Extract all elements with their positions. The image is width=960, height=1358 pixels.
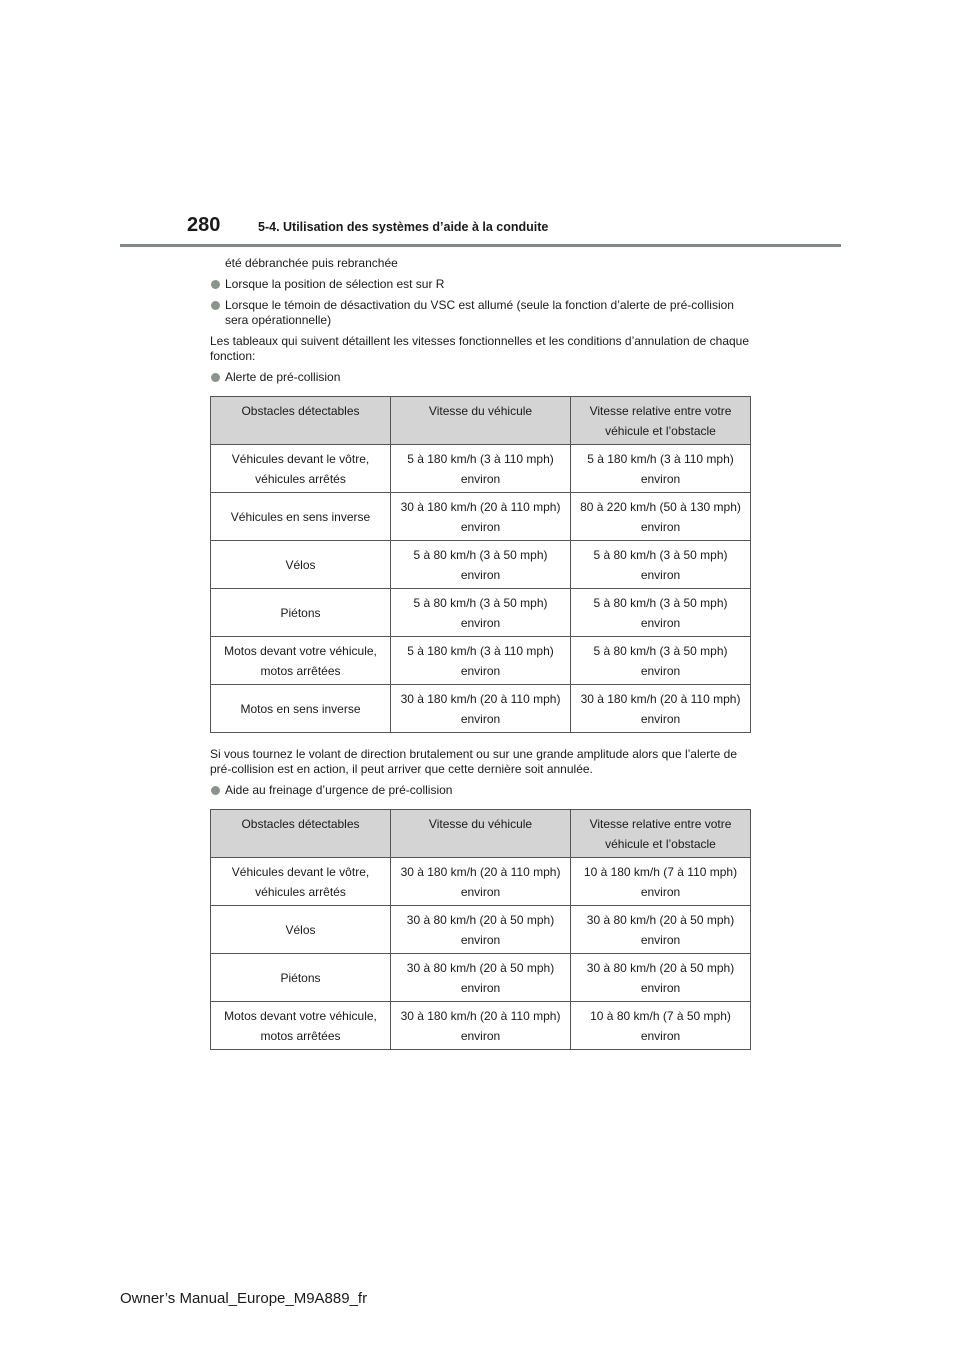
column-header: Obstacles détectables xyxy=(211,397,391,445)
table-cell: Motos en sens inverse xyxy=(211,685,391,733)
table-cell: Motos devant votre véhicule, motos arrêtées xyxy=(211,1002,391,1050)
table1-heading: Alerte de pré-collision xyxy=(225,370,341,384)
pre-collision-warning-table xyxy=(210,396,751,733)
table-row xyxy=(211,685,751,733)
table-cell: 30 à 180 km/h (20 à 110 mph) environ xyxy=(391,685,571,733)
table-cell: 30 à 180 km/h (20 à 110 mph) environ xyxy=(391,1002,571,1050)
table-cell: 30 à 80 km/h (20 à 50 mph) environ xyxy=(391,954,571,1002)
column-header: Vitesse relative entre votre véhicule et l’obstacle xyxy=(571,810,751,858)
bullet-text: Lorsque la position de sélection est sur R xyxy=(225,277,445,291)
bullet-item xyxy=(210,277,755,292)
table1-note: Si vous tournez le volant de direction brutalement ou sur une grande amplitude alors que l’alerte de pré-collision est en action, il peut arriver que cette dernière soit annulée. xyxy=(210,747,737,776)
table-row xyxy=(211,493,751,541)
column-header: Vitesse du véhicule xyxy=(391,397,571,445)
table-cell: 5 à 80 km/h (3 à 50 mph) environ xyxy=(571,541,751,589)
table-cell: 5 à 80 km/h (3 à 50 mph) environ xyxy=(571,637,751,685)
table-cell: 30 à 180 km/h (20 à 110 mph) environ xyxy=(391,858,571,906)
table-row xyxy=(211,445,751,493)
emergency-braking-table xyxy=(210,809,751,1050)
table-row xyxy=(211,954,751,1002)
table-cell: 30 à 80 km/h (20 à 50 mph) environ xyxy=(391,906,571,954)
table-cell: 30 à 80 km/h (20 à 50 mph) environ xyxy=(571,906,751,954)
table-cell: 5 à 180 km/h (3 à 110 mph) environ xyxy=(391,637,571,685)
header-divider xyxy=(120,244,841,247)
table-row xyxy=(211,637,751,685)
table-cell: 30 à 180 km/h (20 à 110 mph) environ xyxy=(391,493,571,541)
table-row xyxy=(211,906,751,954)
table-cell: Piétons xyxy=(211,954,391,1002)
bullet-dot-icon xyxy=(211,301,220,310)
column-header: Vitesse du véhicule xyxy=(391,810,571,858)
column-header: Obstacles détectables xyxy=(211,810,391,858)
intro-continuation: été débranchée puis rebranchée xyxy=(225,256,398,270)
tables-intro: Les tableaux qui suivent détaillent les vitesses fonctionnelles et les conditions d’annulation de chaque fonction: xyxy=(210,334,750,363)
table-cell: Vélos xyxy=(211,541,391,589)
table-cell: 30 à 80 km/h (20 à 50 mph) environ xyxy=(571,954,751,1002)
bullet-item xyxy=(210,783,755,798)
bullet-item xyxy=(210,370,755,385)
table-cell: 10 à 180 km/h (7 à 110 mph) environ xyxy=(571,858,751,906)
column-header: Vitesse relative entre votre véhicule et l’obstacle xyxy=(571,397,751,445)
table-cell: 30 à 180 km/h (20 à 110 mph) environ xyxy=(571,685,751,733)
bullet-dot-icon xyxy=(211,786,220,795)
table-row xyxy=(211,1002,751,1050)
table-row xyxy=(211,589,751,637)
table-header-row xyxy=(211,397,751,445)
table-cell: 5 à 80 km/h (3 à 50 mph) environ xyxy=(391,589,571,637)
section-title: 5-4. Utilisation des systèmes d’aide à la conduite xyxy=(258,220,549,234)
table2-heading: Aide au freinage d’urgence de pré-collision xyxy=(225,783,453,797)
bullet-dot-icon xyxy=(211,280,220,289)
table-cell: Véhicules en sens inverse xyxy=(211,493,391,541)
table-cell: Véhicules devant le vôtre, véhicules arrêtés xyxy=(211,858,391,906)
table-cell: 5 à 180 km/h (3 à 110 mph) environ xyxy=(391,445,571,493)
page-number: 280 xyxy=(187,214,221,236)
table-cell: 80 à 220 km/h (50 à 130 mph) environ xyxy=(571,493,751,541)
bullet-item xyxy=(210,298,755,328)
table-cell: 5 à 80 km/h (3 à 50 mph) environ xyxy=(571,589,751,637)
table-header-row xyxy=(211,810,751,858)
table-cell: 10 à 80 km/h (7 à 50 mph) environ xyxy=(571,1002,751,1050)
table-cell: 5 à 180 km/h (3 à 110 mph) environ xyxy=(571,445,751,493)
table-cell: 5 à 80 km/h (3 à 50 mph) environ xyxy=(391,541,571,589)
table-row xyxy=(211,541,751,589)
table-cell: Motos devant votre véhicule, motos arrêtées xyxy=(211,637,391,685)
table-row xyxy=(211,858,751,906)
footer-document-id: Owner’s Manual_Europe_M9A889_fr xyxy=(120,1290,368,1307)
table-cell: Véhicules devant le vôtre, véhicules arrêtés xyxy=(211,445,391,493)
page-content xyxy=(210,256,755,1064)
bullet-text: Lorsque le témoin de désactivation du VSC est allumé (seule la fonction d’alerte de pré-collision sera opérationnelle) xyxy=(225,298,734,327)
bullet-dot-icon xyxy=(211,373,220,382)
table-cell: Vélos xyxy=(211,906,391,954)
table-cell: Piétons xyxy=(211,589,391,637)
